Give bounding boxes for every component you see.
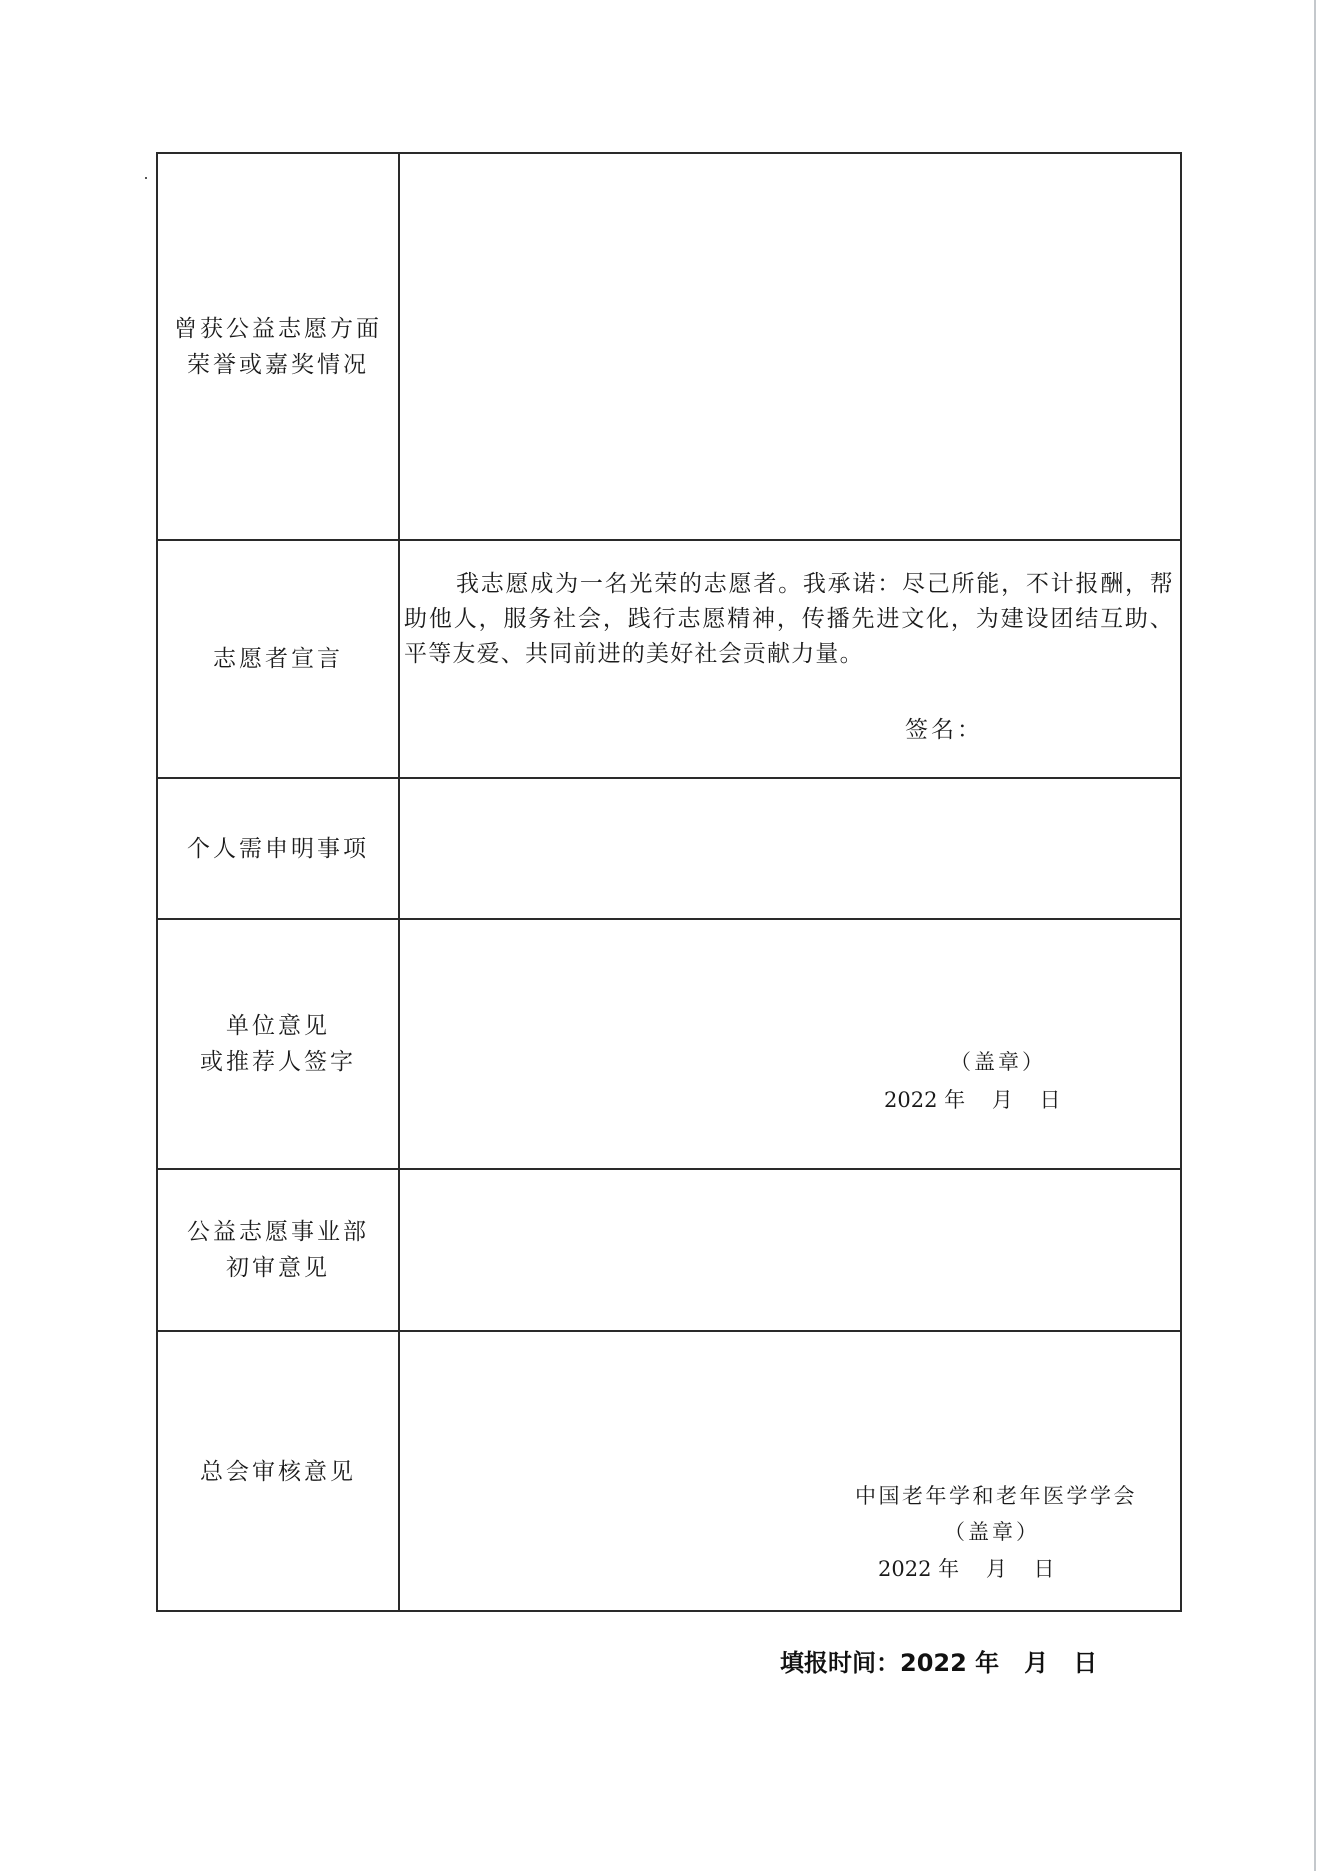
label-line: 荣誉或嘉奖情况 bbox=[187, 351, 369, 378]
row-honors bbox=[158, 154, 1180, 541]
label-pledge bbox=[158, 541, 400, 777]
pledge-text: 我志愿成为一名光荣的志愿者。我承诺：尽己所能，不计报酬，帮助他人，服务社会，践行志愿精神，传播先进文化，为建设团结互助、平等友爱、共同前进的美好社会贡献力量。 bbox=[404, 571, 1174, 667]
volunteer-application-table bbox=[156, 152, 1182, 1612]
unit-opinion-input-area[interactable] bbox=[400, 920, 1180, 1168]
organization-name: 中国老年学和老年医学学会 bbox=[855, 1484, 1137, 1508]
signature-label[interactable]: 签名： bbox=[905, 717, 983, 743]
label-line: 单位意见 bbox=[226, 1013, 330, 1039]
preliminary-review-input-area[interactable] bbox=[400, 1170, 1180, 1330]
row-final-review bbox=[158, 1332, 1180, 1612]
seal-label: （盖章） bbox=[944, 1520, 1040, 1544]
seal-label: （盖章） bbox=[950, 1050, 1046, 1074]
label-line: 曾获公益志愿方面 bbox=[174, 315, 382, 342]
row-preliminary-review bbox=[158, 1170, 1180, 1332]
row-unit-opinion bbox=[158, 920, 1180, 1170]
date-line: 2022 年 月 日 bbox=[884, 1088, 1061, 1112]
scan-speck bbox=[145, 177, 147, 179]
scan-page-edge bbox=[1314, 0, 1316, 1871]
date-line: 2022 年 月 日 bbox=[878, 1557, 1055, 1581]
label-preliminary-review bbox=[158, 1170, 400, 1330]
label-honors bbox=[158, 154, 400, 539]
pledge-cell bbox=[400, 541, 1180, 777]
label-line: 初审意见 bbox=[226, 1255, 330, 1281]
honors-input-area[interactable] bbox=[400, 154, 1180, 539]
label-line: 志愿者宣言 bbox=[213, 646, 343, 672]
label-personal-statement bbox=[158, 779, 400, 918]
label-unit-opinion bbox=[158, 920, 400, 1168]
fill-date: 填报时间：2022 年 月 日 bbox=[780, 1649, 1098, 1677]
label-line: 个人需申明事项 bbox=[187, 835, 369, 862]
final-review-input-area[interactable] bbox=[400, 1332, 1180, 1612]
personal-statement-input-area[interactable] bbox=[400, 779, 1180, 918]
row-pledge bbox=[158, 541, 1180, 779]
label-line: 总会审核意见 bbox=[200, 1459, 356, 1485]
label-line: 公益志愿事业部 bbox=[187, 1219, 369, 1245]
label-final-review bbox=[158, 1332, 400, 1612]
label-line: 或推荐人签字 bbox=[200, 1049, 356, 1075]
row-personal-statement bbox=[158, 779, 1180, 920]
